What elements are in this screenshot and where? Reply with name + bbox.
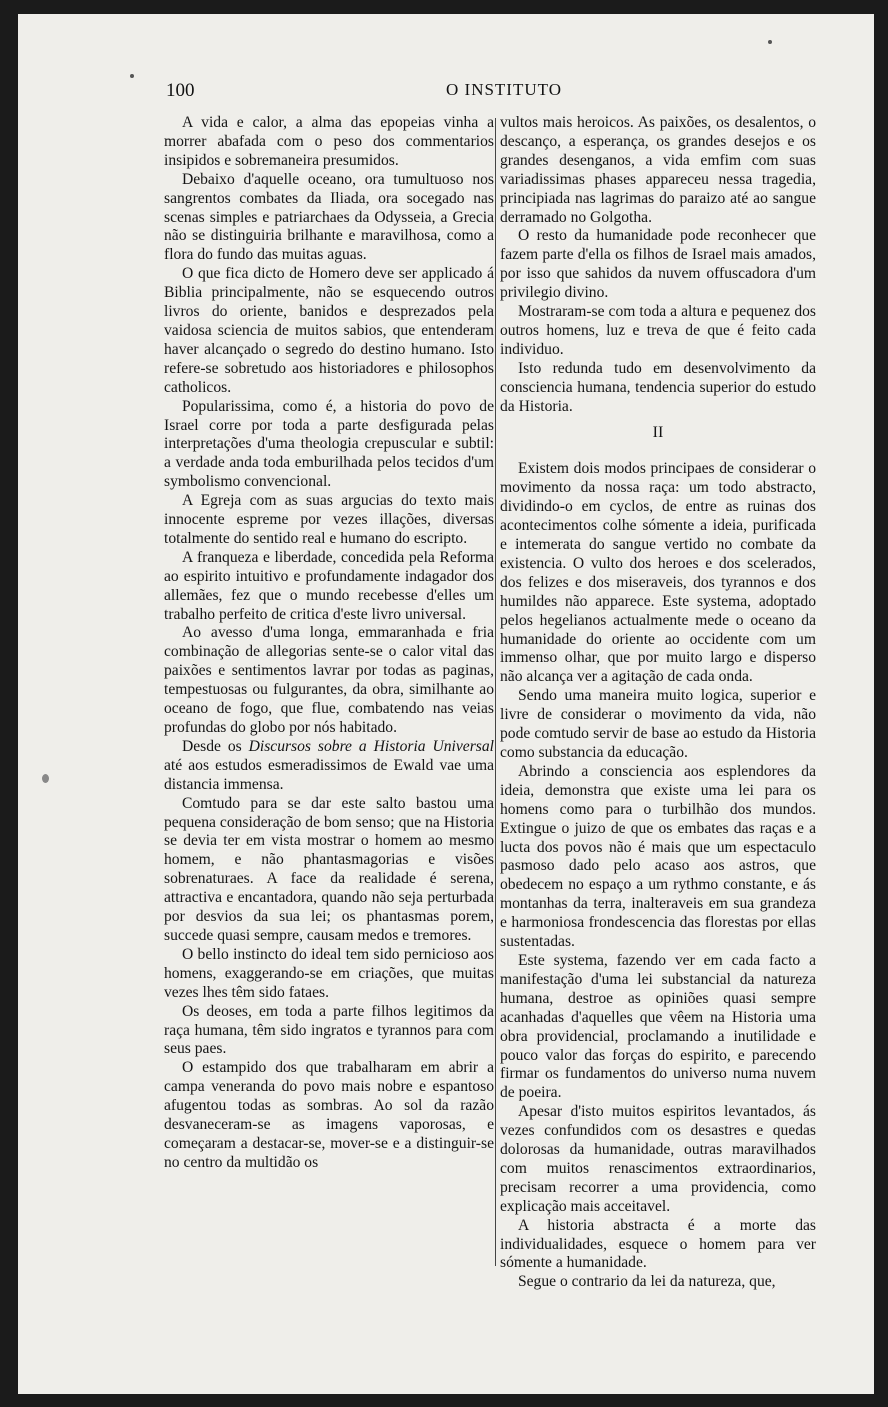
section-heading: II — [652, 423, 664, 441]
paragraph: Abrindo a consciencia aos esplendores da ideia, demonstra que existe uma lei para os homens como para o turbilhão dos mundos. Extingue o juizo de que os embates das raças e a lucta dos povos não é mais que um espectaculo pasmoso dado pelo acaso aos astros, que obedecem no espaço a um rythmo constante, e ás montanhas da terra, inalteraveis em sua grandeza e harmoniosa frondescencia das florestas por ellas sustentadas. — [500, 762, 816, 951]
column-divider — [495, 118, 496, 1266]
left-column — [164, 114, 494, 1173]
paragraph: vultos mais heroicos. As paixões, os desalentos, o descanço, a esperança, os grandes desejos e os grandes desenganos, a vida emfim com suas variadissimas phases appareceu nessa tragedia, principiada nas lagrimas do paraizo até ao sangue derramado no Golgotha. — [500, 114, 816, 226]
paragraph: Mostraram-se com toda a altura e pequenez dos outros homens, luz e treva de que é feito cada individuo. — [500, 303, 816, 358]
book-title: Discursos sobre a Historia Universal — [248, 737, 494, 755]
paragraph: A Egreja com as suas argucias do texto mais innocente espreme por vezes illações, diversas totalmente do sentido real e humano do escripto. — [164, 492, 494, 547]
paragraph: Segue o contrario da lei da natureza, que, — [517, 1273, 776, 1291]
paragraph: Popularissima, como é, a historia do povo de Israel corre por toda a parte desfigurada pelas interpretações d'uma theologia crepuscular e subtil: a verdade anda toda emburilhada pelos tecidos d'um symbolismo convencional. — [164, 397, 494, 491]
paragraph: A historia abstracta é a morte das individualidades, esquece o homem para ver sómente a humanidade. — [500, 1216, 816, 1272]
paragraph: O resto da humanidade pode reconhecer que fazem parte d'ella os filhos de Israel mais amados, por isso que sahidos da nuvem offuscadora d'um privilegio divino. — [500, 227, 816, 302]
paragraph — [164, 738, 494, 795]
text-run: até aos estudos esmeradissimos de Ewald vae uma distancia immensa. — [164, 756, 494, 793]
paragraph: A franqueza e liberdade, concedida pela Reforma ao espirito intuitivo e profundamente indagador dos allemães, fez que o mundo recebesse d'elles um trabalho perfeito de critica d'este livro universal. — [164, 548, 494, 623]
right-column — [500, 114, 816, 1292]
paragraph: A vida e calor, a alma das epopeias vinha a morrer abafada com o peso dos commentarios insipidos e sobremaneira presumidos. — [164, 114, 494, 169]
paragraph: Debaixo d'aquelle oceano, ora tumultuoso nos sangrentos combates da Iliada, ora socegado nas scenas simples e patriarchaes da Odysseia, a Grecia não se distinguiria brilhante e maravilhosa, como a flora do fundo das muitas aguas. — [164, 170, 494, 264]
paragraph: Comtudo para se dar este salto bastou uma pequena consideração de bom senso; que na Historia se devia ter em vista mostrar o homem ao mesmo homem, e não phantasmagorias e visões sobrenaturaes. A face da realidade é serena, attractiva e encantadora, quando não seja perturbada por desvios da sua lei; os phantasmas porem, succede quasi sempre, causam medos e tremores. — [164, 794, 494, 944]
ink-speck — [42, 774, 49, 783]
paragraph: Este systema, fazendo ver em cada facto a manifestação d'uma lei substancial da natureza humana, destroe as opiniões quasi sempre acanhadas d'aquelles que vêem na Historia uma obra providencial, proclamando a inutilidade e pouco valor das forças do espirito, e parecendo firmar os fundamentos do universo numa nuvem de poeira. — [500, 951, 816, 1102]
paragraph: Isto redunda tudo em desenvolvimento da consciencia humana, tendencia superior do estudo da Historia. — [500, 359, 816, 415]
paragraph: O que fica dicto de Homero deve ser applicado á Biblia principalmente, não se esquecendo outros livros do oriente, banidos e desprezados pela vaidosa sciencia de muitos sabios, que entenderam haver alcançado o segredo do destino humano. Isto refere-se sobretudo aos historiadores e philosophos catholicos. — [164, 265, 494, 396]
paragraph: O estampido dos que trabalharam em abrir a campa veneranda do povo mais nobre e espantoso afugentou todas as sombras. Ao sol da razão desvaneceram-se as imagens vaporosas, e começaram a destacar-se, mover-se e a distinguir-se no centro da multidão os — [164, 1059, 494, 1171]
paragraph: O bello instincto do ideal tem sido pernicioso aos homens, exaggerando-se em criações, que muitas vezes lhes têm sido fataes. — [164, 945, 494, 1001]
ink-speck — [768, 40, 772, 44]
page-number: 100 — [166, 80, 195, 101]
paragraph: Apesar d'isto muitos espiritos levantados, ás vezes confundidos com os desastres e quedas dolorosas da humanidade, outras maravilhados com muitos renascimentos extraordinarios, precisam recorrer a uma providencia, como explicação mais acceitavel. — [500, 1103, 816, 1215]
paragraph: Sendo uma maneira muito logica, superior e livre de considerar o movimento da vida, não pode comtudo servir de base ao estudo da Historia como substancia da educação. — [500, 687, 816, 761]
paragraph: Os deoses, em toda a parte filhos legitimos da raça humana, têm sido ingratos e tyrannos para com seus paes. — [164, 1002, 494, 1058]
text-run: Desde os — [181, 737, 249, 755]
paragraph: Ao avesso d'uma longa, emmaranhada e fria combinação de allegorias sente-se o calor vital das paixões e sentimentos lavrar por todas as paginas, tempestuosas ou fulgurantes, da obra, similhante ao oceano de fogo, que flue, combatendo nas veias profundas do globo por nós habitado. — [164, 624, 494, 736]
ink-speck — [130, 74, 134, 78]
book-page — [18, 14, 874, 1394]
page-header — [166, 80, 846, 108]
running-title: O INSTITUTO — [446, 80, 562, 99]
paragraph: Existem dois modos principaes de considerar o movimento da nossa raça: um todo abstracto, dividindo-o em cyclos, de entre as ruinas dos acontecimentos colhe sómente a ideia, purificada e intemerata do sangue vertido no combate da existencia. O vulto dos heroes e dos scelerados, dos felizes e dos miseraveis, dos tyrannos e dos humildes não apparece. Este systema, adoptado pelos hegelianos actualmente mede o oceano da humanidade do oriente ao occidente com um immenso olhar, que por muito largo e disperso não alcança ver a agitação de cada onda. — [500, 460, 816, 686]
